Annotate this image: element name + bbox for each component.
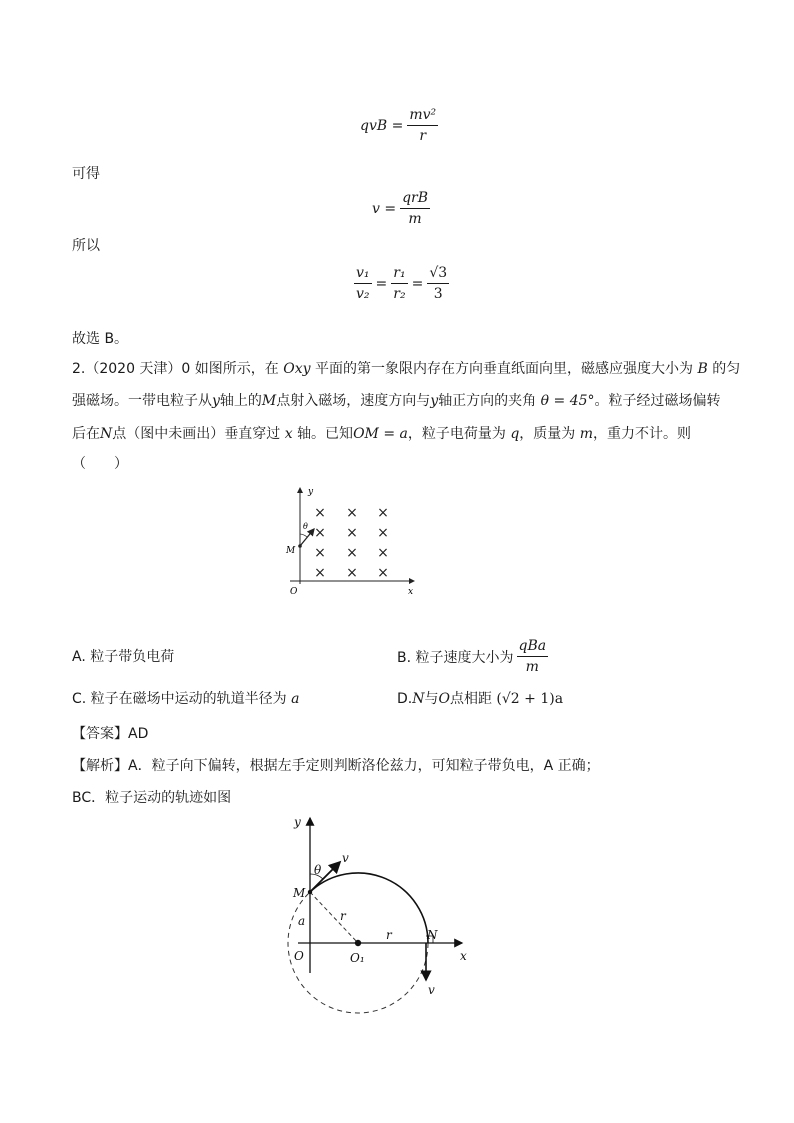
q-l3-N: N	[100, 426, 113, 442]
fig1-theta-arc	[300, 534, 307, 537]
option-b-fraction	[517, 638, 549, 675]
fig1-field-crosses	[314, 505, 389, 581]
equation-velocity	[372, 190, 430, 227]
q-l3-x: x	[284, 426, 293, 442]
cross: ×	[377, 545, 389, 561]
analysis-text: A．粒子向下偏转，根据左手定则判断洛伦兹力，可知粒子带负电，A 正确；	[128, 758, 600, 774]
eq3-sqrt3: √3	[427, 265, 449, 284]
option-d	[397, 688, 563, 710]
q-l3-c: 轴。已知	[297, 426, 354, 442]
q-l2-y: y	[212, 393, 220, 409]
cross: ×	[377, 565, 389, 581]
eq1-numerator: mv²	[407, 107, 438, 126]
option-a: A. 粒子带负电荷	[72, 649, 175, 665]
fig2-o1-label: O₁	[350, 951, 365, 965]
fig2-a-label: a	[298, 914, 306, 928]
q-l3-b: 点（图中未画出）垂直穿过	[112, 426, 281, 442]
eq3-equals-2: =	[411, 275, 424, 292]
eq3-equals-1: =	[375, 275, 388, 292]
eq3-r1: r₁	[391, 265, 407, 284]
eq1-left: qvB =	[360, 117, 404, 134]
fig2-radius-line	[310, 892, 358, 943]
eq2-denominator: m	[408, 211, 422, 227]
fig2-center-o1	[355, 940, 361, 946]
fig2-v-label-2: v	[428, 983, 435, 997]
answer-tag: 【答案】	[72, 726, 128, 742]
fig2-m-label: M	[293, 886, 306, 900]
equation-lorentz-centripetal	[360, 107, 438, 144]
fig1-m-label: M	[286, 546, 296, 556]
option-d-suffix: 点相距	[449, 691, 492, 707]
option-c-var: a	[291, 691, 300, 707]
q-l1-a: 2.（2020 天津）0 如图所示，在	[72, 361, 279, 377]
question-line-1	[72, 358, 740, 380]
q-l1-b: 平面的第一象限内存在方向垂直纸面向里，磁感应强度大小为	[315, 361, 693, 377]
q-l2-d: 轴正方向的夹角	[438, 393, 537, 409]
option-c-prefix: C. 粒子在磁场中运动的轨道半径为	[72, 691, 287, 707]
q-l2-c: 点射入磁场，速度方向与	[276, 393, 431, 409]
fig2-r-label-2: r	[386, 928, 392, 942]
eq1-denominator: r	[419, 128, 427, 144]
option-d-prefix: D.	[397, 691, 413, 707]
question-line-3	[72, 423, 691, 445]
q-l2-b: 轴上的	[219, 393, 262, 409]
eq3-v2: v₂	[356, 286, 370, 302]
analysis-tag: 【解析】	[72, 758, 128, 774]
option-b-den: m	[525, 659, 539, 675]
eq3-three: 3	[433, 286, 443, 302]
answer-bracket: （ ）	[72, 456, 128, 472]
option-c	[72, 688, 300, 710]
option-d-N: N	[412, 691, 425, 707]
cross: ×	[346, 545, 358, 561]
analysis-bc: BC．粒子运动的轨迹如图	[72, 790, 232, 806]
option-d-expr: (√2 + 1)a	[496, 691, 564, 707]
fig1-velocity-arrow	[300, 529, 314, 546]
q-l3-OM: OM = a	[353, 426, 408, 442]
q-l1-B: B	[697, 361, 708, 377]
fig2-n-label: N	[427, 928, 438, 942]
q-l2-M: M	[261, 393, 277, 409]
cross: ×	[346, 565, 358, 581]
eq2-numerator: qrB	[400, 190, 430, 209]
q-l3-f: ，重力不计。则	[593, 426, 692, 442]
figure-1-magnetic-field	[280, 482, 420, 598]
fig1-y-label: y	[308, 487, 314, 497]
cross: ×	[314, 505, 326, 521]
q-l3-e: ，质量为	[519, 426, 576, 442]
fig2-r-label-1: r	[340, 909, 346, 923]
answer-value: AD	[128, 726, 149, 742]
answer-line	[72, 723, 148, 745]
fig2-trajectory-arc	[310, 873, 428, 943]
fig1-o-label: O	[290, 587, 298, 597]
eq2-left: v =	[372, 200, 397, 217]
fig2-o-label: O	[294, 949, 304, 963]
figure-2-trajectory	[280, 808, 480, 1018]
eq3-frac-r	[391, 265, 407, 302]
cross: ×	[346, 525, 358, 541]
cross: ×	[377, 505, 389, 521]
q-l3-a: 后在	[72, 426, 100, 442]
fig2-labels	[292, 815, 467, 997]
option-d-mid: 与	[424, 691, 439, 707]
q-l3-q: q	[510, 426, 520, 442]
q-l3-m: m	[579, 426, 594, 442]
eq1-fraction	[407, 107, 438, 144]
cross: ×	[314, 565, 326, 581]
cross: ×	[346, 505, 358, 521]
fig2-y-label: y	[294, 815, 301, 829]
equation-ratio	[354, 265, 449, 302]
eq3-frac-sqrt	[427, 265, 449, 302]
fig1-x-label: x	[408, 587, 414, 597]
q-l2-a: 强磁场。一带电粒子从	[72, 393, 212, 409]
q-l3-d: ，粒子电荷量为	[407, 426, 506, 442]
q-l2-y2: y	[430, 393, 439, 409]
option-b-prefix: B. 粒子速度大小为	[397, 649, 514, 666]
eq3-frac-v	[354, 265, 372, 302]
fig1-theta-label: θ	[303, 522, 308, 531]
eq2-fraction	[400, 190, 430, 227]
option-b-num: qBa	[517, 638, 549, 657]
label-suoyi: 所以	[72, 238, 100, 254]
conclusion-prev: 故选 B。	[72, 331, 129, 347]
q-l2-e: 。粒子经过磁场偏转	[594, 393, 721, 409]
fig2-v-label-1: v	[342, 851, 349, 865]
question-line-2	[72, 390, 721, 412]
q-l2-theta: θ = 45°	[540, 393, 595, 409]
eq3-v1: v₁	[354, 265, 372, 284]
analysis-line	[72, 755, 600, 777]
eq3-r2: r₂	[393, 286, 406, 302]
q-l1-c: 的匀	[712, 361, 741, 377]
label-kede: 可得	[72, 166, 100, 182]
q-l1-oxy: Oxy	[283, 361, 311, 377]
fig2-theta-label: θ	[314, 863, 322, 877]
option-b	[397, 638, 548, 675]
cross: ×	[314, 545, 326, 561]
cross: ×	[314, 525, 326, 541]
option-d-O: O	[438, 691, 450, 707]
fig2-x-label: x	[460, 949, 467, 963]
cross: ×	[377, 525, 389, 541]
